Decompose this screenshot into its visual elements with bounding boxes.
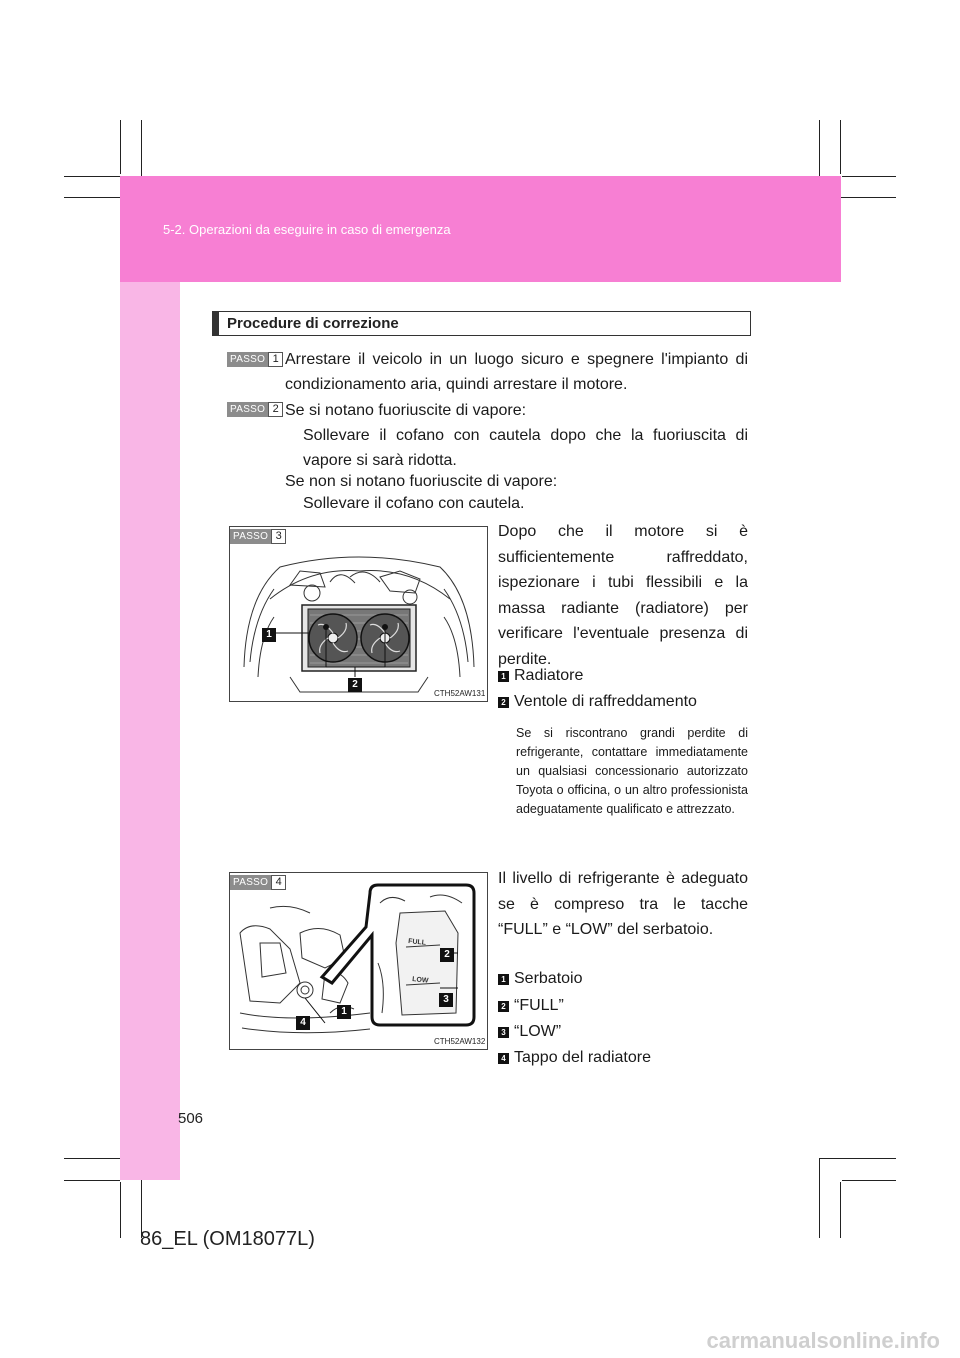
legend-label: Radiatore <box>514 667 584 684</box>
crop-mark <box>840 1182 841 1238</box>
title-bar-accent <box>213 312 219 335</box>
watermark: carmanualsonline.info <box>706 1328 940 1353</box>
crop-mark <box>120 120 121 174</box>
step-2-case-a-action: Sollevare il cofano con cautela dopo che la fuoriuscita di vapore si sarà ridotta. <box>303 427 748 469</box>
step-number: 4 <box>271 875 286 890</box>
legend-label: Tappo del radiatore <box>514 1049 651 1066</box>
legend-label: “FULL” <box>514 997 564 1014</box>
figure-code: CTH52AW131 <box>434 689 486 698</box>
step-3-text: Dopo che il motore si è sufficientemente raffreddato, ispezionare i tubi flessibili e la massa radiante (radiatore) per verificare l'eventuale presenza di perdite. <box>498 523 748 668</box>
page-number: 506 <box>178 1110 204 1127</box>
legend-item-reservoir <box>498 970 583 988</box>
coolant-leak-note: Se si riscontrano grandi perdite di refrigerante, contattare immediatamente un qualsiasi concessionario autorizzato Toyota o officina, o un altro professionista adeguatamente qualificato e attrezzato. <box>516 726 748 816</box>
step-2-badge <box>227 402 283 417</box>
step-1-text: Arrestare il veicolo in un luogo sicuro e spegnere l'impianto di condizionamento aria, quindi arrestare il motore. <box>285 351 748 393</box>
callout-4: 4 <box>296 1016 310 1030</box>
engine-bay-illustration <box>230 527 487 701</box>
crop-mark <box>64 1180 120 1181</box>
legend-label: Serbatoio <box>514 970 583 987</box>
step-label: PASSO <box>230 875 271 890</box>
step-2-case-b: Se non si notano fuoriuscite di vapore: <box>285 473 558 490</box>
step-label: PASSO <box>227 352 268 367</box>
legend-marker-3: 3 <box>498 1027 509 1038</box>
step-number: 2 <box>268 402 283 417</box>
reservoir-figure <box>229 872 488 1050</box>
step-number: 1 <box>268 352 283 367</box>
step-label: PASSO <box>230 529 271 544</box>
legend-item-radiator <box>498 667 583 685</box>
legend-marker-2: 2 <box>498 1001 509 1012</box>
crop-mark <box>64 176 120 177</box>
radiator-figure <box>229 526 488 702</box>
figure-code: CTH52AW132 <box>434 1037 486 1046</box>
callout-2: 2 <box>348 678 362 692</box>
callout-1: 1 <box>262 628 276 642</box>
legend-item-fans <box>498 693 697 711</box>
manual-code: 86_EL (OM18077L) <box>140 1228 315 1250</box>
legend-label: Ventole di raffreddamento <box>514 693 697 710</box>
legend-label: “LOW” <box>514 1023 562 1040</box>
section-title: 5-2. Operazioni da eseguire in caso di emergenza <box>163 222 451 237</box>
legend-item-radiator-cap <box>498 1049 651 1067</box>
legend-marker-1: 1 <box>498 671 509 682</box>
crop-mark <box>819 1158 820 1238</box>
callout-2: 2 <box>440 948 454 962</box>
callout-1: 1 <box>337 1005 351 1019</box>
crop-mark <box>842 176 896 177</box>
legend-marker-4: 4 <box>498 1053 509 1064</box>
crop-mark <box>842 1180 896 1181</box>
step-1-badge <box>227 352 283 367</box>
crop-mark <box>840 120 841 174</box>
crop-mark <box>120 1182 121 1238</box>
legend-marker-2: 2 <box>498 697 509 708</box>
step-2-case-b-action: Sollevare il cofano con cautela. <box>303 495 525 512</box>
crop-mark <box>820 1158 896 1159</box>
legend-item-low <box>498 1023 561 1041</box>
svg-text:LOW: LOW <box>411 976 429 985</box>
step-number: 3 <box>271 529 286 544</box>
step-4-text: Il livello di refrigerante è adeguato se è compreso tra le tacche “FULL” e “LOW” del serbatoio. <box>498 870 748 938</box>
step-2-case-a: Se si notano fuoriuscite di vapore: <box>285 402 527 419</box>
legend-marker-1: 1 <box>498 974 509 985</box>
callout-3: 3 <box>439 993 453 1007</box>
procedure-title-box <box>212 311 751 336</box>
legend-item-full <box>498 997 564 1015</box>
step-label: PASSO <box>227 402 268 417</box>
side-band <box>120 282 180 1180</box>
procedure-title: Procedure di correzione <box>227 315 399 332</box>
svg-text:FULL: FULL <box>407 938 427 947</box>
